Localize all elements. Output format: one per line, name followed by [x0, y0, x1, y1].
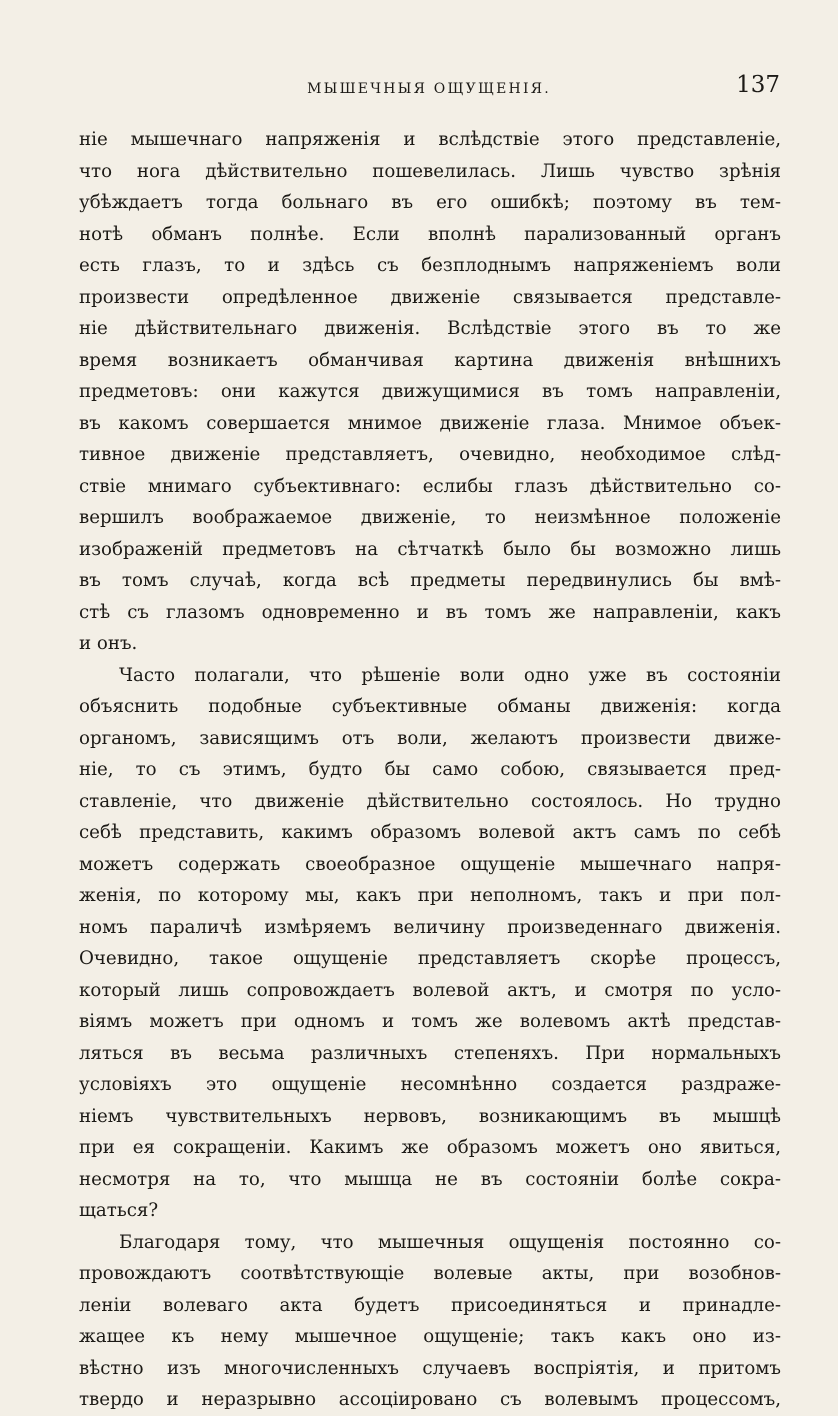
- text-line: ствіе мнимаго субъективнаго: еслибы глазъ дѣйствительно со-: [79, 475, 781, 497]
- text-line: предметовъ: они кажутся движущимися въ томъ направленіи,: [79, 381, 781, 402]
- text-line: віямъ можетъ при одномъ и томъ же волевомъ актѣ представ-: [79, 1011, 781, 1032]
- text-line: можетъ содержать своеобразное ощущеніе мышечнаго напря-: [79, 853, 781, 875]
- text-line: жащее къ нему мышечное ощущеніе; такъ какъ оно из-: [79, 1326, 781, 1347]
- text-line: щаться?: [79, 1200, 159, 1221]
- page-number: 137: [736, 72, 780, 98]
- text-line: ставленіе, что движеніе дѣйствительно состоялось. Но трудно: [79, 790, 781, 812]
- text-line: при ея сокращеніи. Какимъ же образомъ можетъ оно явиться,: [79, 1137, 781, 1158]
- text-line: стѣ съ глазомъ одновременно и въ томъ же направленіи, какъ: [79, 601, 781, 623]
- text-line: вершилъ воображаемое движеніе, то неизмѣнное положеніе: [79, 507, 781, 528]
- body-text: [79, 124, 781, 1416]
- text-line: леніи волеваго акта будетъ присоединяться и принадле-: [79, 1294, 781, 1316]
- text-line: условіяхъ это ощущеніе несомнѣнно создается раздраже-: [79, 1074, 781, 1095]
- text-line: изображеній предметовъ на сѣтчаткѣ было бы возможно лишь: [79, 538, 781, 560]
- text-line: несмотря на то, что мышца не въ состояніи болѣе сокра-: [79, 1168, 781, 1190]
- paragraph-2: [79, 660, 781, 1227]
- text-line: себѣ представить, какимъ образомъ волевой актъ самъ по себѣ: [79, 822, 781, 843]
- paragraph-1: [79, 124, 781, 660]
- text-line: ніе мышечнаго напряженія и вслѣдствіе этого представленіе,: [79, 129, 781, 150]
- text-line: Благодаря тому, что мышечныя ощущенія постоянно со-: [119, 1231, 781, 1253]
- text-line: женія, по которому мы, какъ при неполномъ, такъ и при пол-: [79, 885, 781, 906]
- text-line: вѣстно изъ многочисленныхъ случаевъ воспріятія, и притомъ: [79, 1357, 781, 1379]
- text-line: произвести опредѣленное движеніе связывается представле-: [79, 286, 781, 308]
- text-line: номъ параличѣ измѣряемъ величину произведеннаго движенія.: [79, 916, 781, 938]
- paragraph-3: [79, 1227, 781, 1416]
- running-title: МЫШЕЧНЫЯ ОЩУЩЕНІЯ.: [307, 81, 551, 97]
- text-line: ніемъ чувствительныхъ нервовъ, возникающимъ въ мышцѣ: [79, 1105, 781, 1127]
- text-line: ляться въ весьма различныхъ степеняхъ. При нормальныхъ: [79, 1042, 781, 1064]
- text-line: Часто полагали, что рѣшеніе воли одно уже въ состояніи: [119, 664, 781, 686]
- text-line: въ томъ случаѣ, когда всѣ предметы передвинулись бы вмѣ-: [79, 570, 781, 591]
- text-line: провождаютъ соотвѣтствующіе волевые акты, при возобнов-: [79, 1263, 781, 1284]
- text-line: и онъ.: [79, 633, 138, 654]
- text-line: что нога дѣйствительно пошевелилась. Лишь чувство зрѣнія: [79, 160, 781, 182]
- text-line: въ какомъ совершается мнимое движеніе глаза. Мнимое объек-: [79, 412, 781, 434]
- text-line: убѣждаетъ тогда больнаго въ его ошибкѣ; поэтому въ тем-: [79, 192, 781, 213]
- text-line: твердо и неразрывно ассоціировано съ волевымъ процессомъ,: [79, 1389, 781, 1410]
- text-line: Очевидно, такое ощущеніе представляетъ скорѣе процессъ,: [79, 948, 781, 969]
- text-line: объяснить подобные субъективные обманы движенія: когда: [79, 696, 781, 717]
- text-line: ніе, то съ этимъ, будто бы само собою, связывается пред-: [79, 759, 781, 780]
- text-line: ніе дѣйствительнаго движенія. Вслѣдствіе этого въ то же: [79, 318, 781, 339]
- text-line: органомъ, зависящимъ отъ воли, желаютъ произвести движе-: [79, 727, 781, 749]
- text-line: нотѣ обманъ полнѣе. Если вполнѣ парализованный органъ: [79, 223, 781, 245]
- text-line: время возникаетъ обманчивая картина движенія внѣшнихъ: [79, 349, 781, 371]
- running-head: [78, 72, 780, 106]
- text-line: есть глазъ, то и здѣсь съ безплоднымъ напряженіемъ воли: [79, 255, 781, 276]
- text-line: тивное движеніе представляетъ, очевидно, необходимое слѣд-: [79, 444, 781, 465]
- text-line: который лишь сопровождаетъ волевой актъ, и смотря по усло-: [79, 979, 781, 1001]
